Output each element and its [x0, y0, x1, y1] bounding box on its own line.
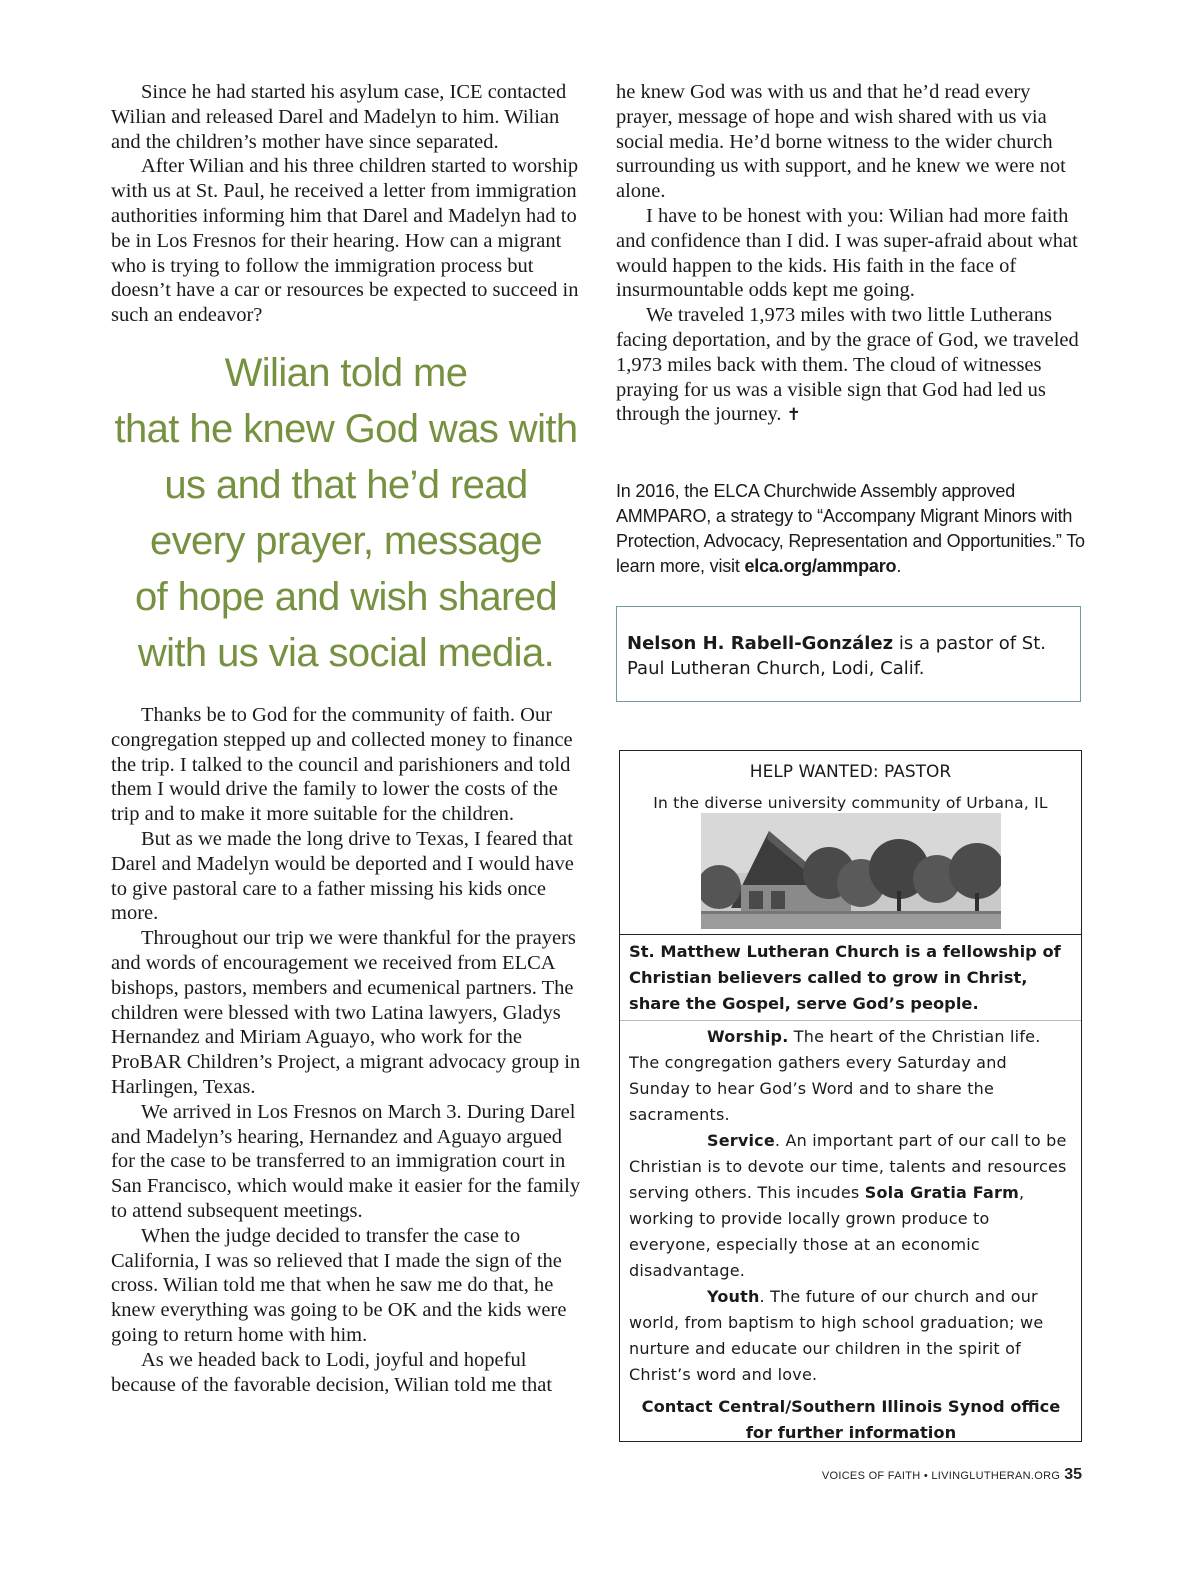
ad-worship-paragraph [629, 1024, 1073, 1128]
ad-worship-label: Worship. [707, 1027, 789, 1046]
ad-title: HELP WANTED: PASTOR [749, 762, 952, 782]
page-number: 35 [1064, 1466, 1082, 1483]
ad-body [620, 934, 1081, 1440]
body-paragraph: Thanks be to God for the community of faith. Our congregation stepped up and collected money to finance the trip. I talked to the council and parishioners and told them I would drive the family to lower the costs of the trip and to make it more suitable for the children. [111, 704, 573, 826]
body-paragraph: Since he had started his asylum case, ICE contacted Wilian and released Darel and Madelyn to him. Wilian and the children’s mother have since separated. [111, 81, 567, 153]
ad-service-text: . An important part of our call to be Christian is to devote our time, talents and resources serving others. This incudes [629, 1131, 1067, 1202]
ad-divider [620, 1020, 1081, 1021]
ad-service-label: Service [707, 1131, 775, 1150]
ad-farm-name: Sola Gratia Farm [864, 1183, 1019, 1202]
final-paragraph-text: We traveled 1,973 miles with two little Lutherans facing deportation, and by the grace of God, we traveled 1,973 miles back with them. The cloud of witnesses praying for us was a visible sign that God had led us through the journey. [616, 304, 1079, 426]
ad-worship-text: The heart of the Christian life. The congregation gathers every Saturday and Sunday to hear God’s Word and to share the sacraments. [629, 1027, 1041, 1124]
ad-mission-statement: St. Matthew Lutheran Church is a fellowship of Christian believers called to grow in Christ, share the Gospel, serve God’s people. [629, 942, 1061, 1013]
pull-quote-line: Wilian told me [224, 351, 468, 395]
ad-youth-text: . The future of our church and our world, from baptism to high school graduation; we nurture and educate our children in the spirit of Christ’s word and love. [629, 1287, 1044, 1384]
ammparo-note-end: . [896, 556, 902, 576]
ad-youth-paragraph [629, 1284, 1073, 1388]
body-paragraph: We arrived in Los Fresnos on March 3. During Darel and Madelyn’s hearing, Hernandez and Aguayo argued for the case to be transferred to an immigration court in San Francisco, which would make it easier for the family to attend subsequent meetings. [111, 1100, 581, 1222]
running-head: VOICES OF FAITH • LIVINGLUTHERAN.ORG [821, 1470, 1061, 1482]
help-wanted-ad [619, 750, 1082, 1442]
pull-quote-line: of hope and wish shared [134, 575, 558, 619]
pull-quote-line: us and that he’d read [164, 463, 528, 507]
ammparo-note [616, 479, 1096, 579]
ad-service-paragraph [629, 1128, 1073, 1284]
pull-quote-line: that he knew God was with [114, 407, 578, 451]
body-paragraph-final [616, 303, 1086, 428]
body-paragraph: But as we made the long drive to Texas, I feared that Darel and Madelyn would be deported and I would have to give pastoral care to a father missing his kids once more. [111, 827, 574, 925]
article-column-left-bottom [111, 703, 581, 1397]
body-paragraph: I have to be honest with you: Wilian had more faith and confidence than I did. I was super-afraid about what would happen to the kids. His faith in the face of insurmountable odds kept me going. [616, 204, 1078, 302]
ad-youth-label: Youth [707, 1287, 760, 1306]
body-paragraph: Throughout our trip we were thankful for the prayers and words of encouragement we received from ELCA bishops, pastors, members and ecumenical partners. The children were blessed with two Latina lawyers, Gladys Hernandez and Miriam Aguayo, who work for the ProBAR Children’s Project, a migrant advocacy group in Harlingen, Texas. [111, 927, 581, 1098]
article-column-left-top [111, 80, 581, 328]
pull-quote-line: every prayer, message [149, 519, 543, 563]
body-paragraph: As we headed back to Lodi, joyful and hopeful because of the favorable decision, Wilian told me that [111, 1348, 553, 1396]
page-footer [822, 1466, 1082, 1484]
ammparo-link[interactable]: elca.org/ammparo [744, 556, 897, 576]
end-mark-cross-icon: ✝ [786, 405, 801, 426]
body-paragraph: After Wilian and his three children started to worship with us at St. Paul, he received a letter from immigration authorities informing him that Darel and Madelyn had to be in Los Fresnos for their hearing. How can a migrant who is trying to follow the immigration process but doesn’t have a car or resources be expected to succeed in such an endeavor? [111, 155, 579, 327]
author-name: Nelson H. Rabell-González [627, 633, 894, 654]
body-paragraph: When the judge decided to transfer the case to California, I was so relieved that I made the sign of the cross. Wilian told me that when he saw me do that, he knew everything was going to be OK and the kids were going to return home with him. [111, 1224, 567, 1346]
body-paragraph: he knew God was with us and that he’d read every prayer, message of hope and wish shared with us via social media. He’d borne witness to the wider church surrounding us with support, and he knew we were not alone. [616, 81, 1066, 203]
author-bio-box [616, 606, 1081, 702]
ad-service-text-cont: , working to provide locally grown produce to everyone, especially those at an economic disadvantage. [629, 1183, 1025, 1280]
church-photo [701, 813, 1001, 929]
ammparo-note-text: In 2016, the ELCA Churchwide Assembly approved AMMPARO, a strategy to “Accompany Migrant Minors with Protection, Advocacy, Representation and Opportunities.” To learn more, visit [616, 481, 1085, 576]
article-column-right [616, 80, 1086, 428]
author-bio-text: is a pastor of St. Paul Lutheran Church, Lodi, Calif. [627, 633, 1047, 679]
pull-quote [111, 345, 581, 681]
ad-contact: Contact Central/Southern Illinois Synod office for further information [641, 1397, 1061, 1442]
pull-quote-line: with us via social media. [137, 631, 555, 675]
ad-subtitle: In the diverse university community of Urbana, IL [653, 794, 1048, 812]
